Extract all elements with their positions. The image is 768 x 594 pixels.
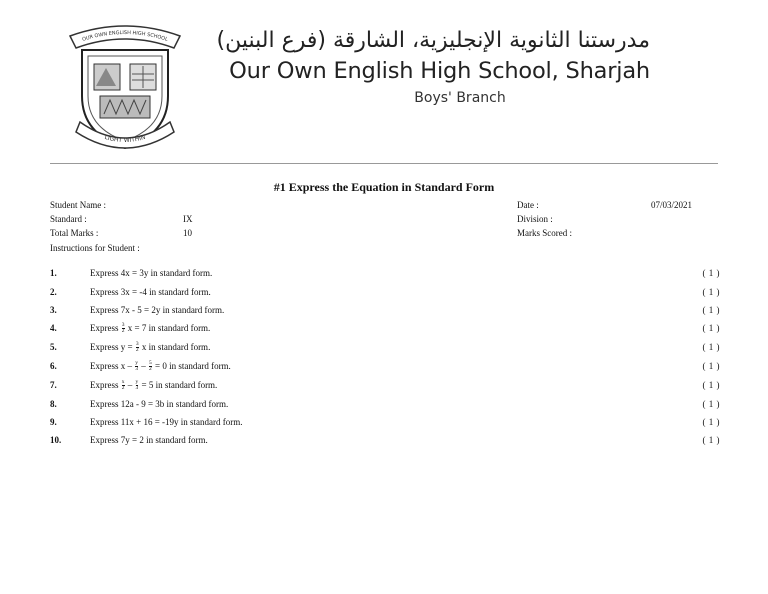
student-name-label: Student Name : (50, 200, 106, 210)
question-marks: ( 1 ) (702, 380, 720, 390)
question-number: 7. (50, 380, 57, 390)
question-text: Express 4x = 3y in standard form. (90, 268, 213, 278)
standard-label: Standard : (50, 214, 87, 224)
question-row (50, 340, 720, 354)
question-text: Express $\frac{x}{2}$ – $\frac{y}{3}$ = 5 in standard form. (90, 379, 218, 392)
question-marks: ( 1 ) (702, 305, 720, 315)
question-marks: ( 1 ) (702, 287, 720, 297)
question-marks: ( 1 ) (702, 435, 720, 445)
question-marks: ( 1 ) (702, 342, 720, 352)
question-row (50, 415, 720, 429)
question-row (50, 266, 720, 280)
question-marks: ( 1 ) (702, 268, 720, 278)
question-row (50, 397, 720, 411)
question-text: Express 3x = -4 in standard form. (90, 287, 211, 297)
division-label: Division : (517, 214, 553, 224)
question-row (50, 433, 720, 447)
question-text: Express x – $\frac{y}{3}$ – $\frac{5}{2}$ = 0 in standard form. (90, 360, 231, 373)
fraction: $\frac{3}{2}$ (121, 322, 125, 335)
school-name-english: Our Own English High School, Sharjah (229, 58, 650, 84)
total-marks-value: 10 (183, 228, 192, 238)
date-label: Date : (517, 200, 539, 210)
question-text: Express 7x - 5 = 2y in standard form. (90, 305, 225, 315)
question-number: 5. (50, 342, 57, 352)
date-value: 07/03/2021 (651, 200, 693, 210)
question-row (50, 285, 720, 299)
school-crest-logo (60, 14, 190, 152)
question-number: 1. (50, 268, 57, 278)
svg-text:OUR OWN ENGLISH HIGH SCHOOL: OUR OWN ENGLISH HIGH SCHOOL (81, 29, 169, 43)
question-text: Express y = $\frac{3}{2}$ x in standard form. (90, 341, 211, 354)
question-marks: ( 1 ) (702, 417, 720, 427)
question-marks: ( 1 ) (702, 399, 720, 409)
fraction: $\frac{x}{2}$ (121, 379, 125, 392)
question-number: 3. (50, 305, 57, 315)
question-text: Express 7y = 2 in standard form. (90, 435, 208, 445)
question-text: Express 11x + 16 = -19y in standard form. (90, 417, 243, 427)
instructions-label: Instructions for Student : (50, 243, 140, 253)
question-text: Express 12a - 9 = 3b in standard form. (90, 399, 229, 409)
question-number: 10. (50, 435, 62, 445)
fraction: $\frac{y}{3}$ (135, 379, 139, 392)
school-branch: Boys' Branch (414, 90, 506, 106)
worksheet-title: #1 Express the Equation in Standard Form (273, 180, 495, 194)
marks-scored-label: Marks Scored : (517, 228, 572, 238)
standard-value: IX (183, 214, 193, 224)
fraction: $\frac{3}{2}$ (135, 341, 139, 354)
question-number: 6. (50, 361, 57, 371)
question-number: 8. (50, 399, 57, 409)
question-number: 4. (50, 323, 57, 333)
total-marks-label: Total Marks : (50, 228, 99, 238)
question-marks: ( 1 ) (702, 361, 720, 371)
question-text: Express $\frac{3}{2}$ x = 7 in standard form. (90, 322, 211, 335)
question-row (50, 321, 720, 335)
question-row (50, 303, 720, 317)
fraction: $\frac{5}{2}$ (149, 360, 152, 373)
question-number: 2. (50, 287, 57, 297)
question-number: 9. (50, 417, 57, 427)
question-marks: ( 1 ) (702, 323, 720, 333)
svg-text:LIGHT WITHIN: LIGHT WITHIN (103, 133, 147, 145)
question-row (50, 359, 720, 373)
school-name-arabic: مدرستنا الثانوية الإنجليزية، الشارقة (فرع البنين) (216, 28, 650, 53)
fraction: $\frac{y}{3}$ (135, 360, 138, 373)
question-row (50, 378, 720, 392)
header-divider (50, 163, 718, 164)
